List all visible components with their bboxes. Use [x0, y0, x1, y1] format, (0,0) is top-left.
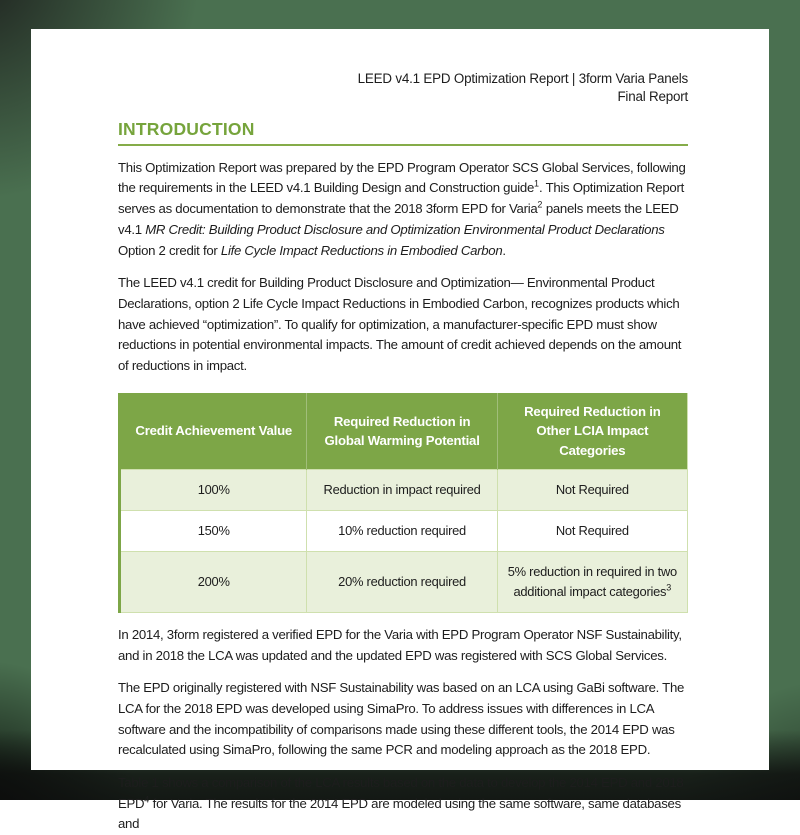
- text-run: Table 1 shows a comparison of the LCA results based on the data to develop the 2014 EPD and 2018 EPD: [118, 774, 684, 811]
- table-header-row: [120, 393, 688, 470]
- paragraph-intro-1: [118, 158, 688, 262]
- header-subtitle: Final Report: [617, 88, 688, 104]
- table-cell: 200%: [120, 552, 307, 613]
- text-run: panels meets the LEED v4.1: [118, 201, 679, 237]
- table-row: [120, 511, 688, 552]
- column-header-lcia-reduction: Required Reduction in Other LCIA Impact Categories: [497, 393, 687, 470]
- heading-rule: [118, 144, 688, 146]
- table-cell: [497, 552, 687, 613]
- text-run: This Optimization Report was prepared by the EPD Program Operator SCS Global Services, following the requirements in the LEED v4.1 Building Design and Construction guide: [118, 159, 686, 196]
- document-page: [31, 29, 769, 832]
- text-run: .: [502, 242, 506, 258]
- text-run: for Varia. The results for the 2014 EPD are modeled using the same software, same databases and: [118, 795, 681, 832]
- section-heading: INTRODUCTION: [118, 119, 255, 139]
- footnote-ref-3: 3: [666, 583, 672, 594]
- paragraph-table1-intro: [118, 773, 688, 835]
- paragraph-lca-software: The EPD originally registered with NSF Sustainability was based on an LCA using GaBi software. The LCA for the 2018 EPD was developed using SimaPro. To address issues with differences in LCA software and the incompatibility of comparisons made using these different tools, the 2014 EPD was recalculated using SimaPro, following the same PCR and modeling approach as the 2018 EPD.: [118, 680, 685, 758]
- table-cell: 150%: [120, 511, 307, 552]
- footnote-ref-4: 4: [144, 794, 150, 805]
- text-run: Option 2 credit for: [118, 242, 221, 258]
- table-cell: 20% reduction required: [307, 552, 497, 613]
- footnote-ref-1: 1: [534, 178, 540, 189]
- text-run: . This Optimization Report serves as documentation to demonstrate that the 2018 3form EPD for Varia: [118, 180, 684, 217]
- table-cell: 10% reduction required: [307, 511, 497, 552]
- column-header-gwp-reduction: Required Reduction in Global Warming Potential: [307, 393, 497, 470]
- table-row: [120, 552, 688, 613]
- text-run: 5% reduction in required in two additional impact categories: [507, 564, 677, 600]
- paragraph-epd-history: In 2014, 3form registered a verified EPD for the Varia with EPD Program Operator NSF Sustainability, and in 2018 the LCA was updated and the updated EPD was registered with SCS Global Services.: [118, 626, 682, 663]
- credit-name-italic: MR Credit: Building Product Disclosure and Optimization Environmental Product Declarations: [145, 221, 665, 237]
- running-header: [118, 70, 688, 105]
- header-title: LEED v4.1 EPD Optimization Report | 3form Varia Panels: [357, 71, 688, 86]
- table-cell: Not Required: [497, 470, 687, 511]
- paragraph-intro-2: The LEED v4.1 credit for Building Product Disclosure and Optimization— Environmental Product Declarations, option 2 Life Cycle Impact Reductions in Embodied Carbon, recognizes products which have achieved “optimization”. To qualify for optimization, a manufacturer-specific EPD must show reductions in potential environmental impacts. The amount of credit achieved depends on the amount of reductions in impact.: [118, 274, 682, 374]
- table-cell: Reduction in impact required: [307, 470, 497, 511]
- footnote-ref-2: 2: [537, 199, 543, 210]
- table-cell: Not Required: [497, 511, 687, 552]
- column-header-credit-value: Credit Achievement Value: [120, 393, 307, 470]
- table-cell: 100%: [120, 470, 307, 511]
- table-row: [120, 470, 688, 511]
- credit-achievement-table: [118, 393, 688, 614]
- option-name-italic: Life Cycle Impact Reductions in Embodied Carbon: [220, 242, 503, 258]
